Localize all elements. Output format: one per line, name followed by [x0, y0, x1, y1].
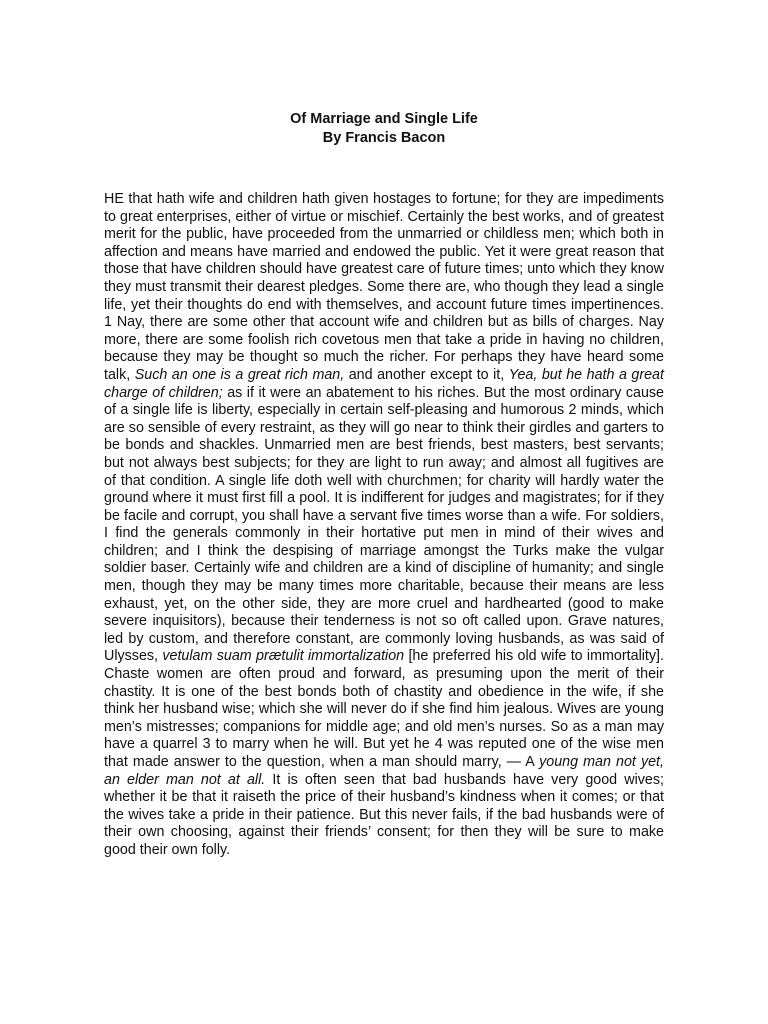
essay-italic-1: Such an one is a great rich man, — [134, 366, 345, 383]
title-block — [0, 110, 768, 148]
essay-italic-3: vetulam suam prætulit immortalization — [162, 648, 405, 665]
essay-paragraph — [104, 191, 664, 860]
document-title: Of Marriage and Single Life — [290, 111, 478, 127]
essay-text-2: and another except to it, — [344, 366, 509, 383]
document-author: By Francis Bacon — [322, 130, 446, 146]
essay-text-1: HE that hath wife and children hath given hostages to fortune; for they are impediments to great enterprises, either of virtue or mischief. Certainly the best works, and of greatest merit for the public, have proceeded from the unmarried or childless men; which both in affection and means have married and endowed the public. Yet it were great reason that those that have children should have greatest care of future times; unto which they know they must transmit their dearest pledges. Some there are, who though they lead a single life, yet their thoughts do end with themselves, and account future times impertinences. 1 Nay, there are some other that account wife and children but as bills of charges. Nay more, there are some foolish rich covetous men that take a pride in having no children, because they may be thought so much the richer. For perhaps they have heard some talk, — [104, 191, 664, 383]
essay-text-4: [he preferred his old wife to immortality]. Chaste women are often proud and forward, as presuming upon the merit of their chastity. It is one of the best bonds both of chastity and obedience in the wife, if she think her husband wise; which she will never do if she find him jealous. Wives are young men’s mistresses; companions for middle age; and old men’s nurses. So as a man may have a quarrel 3 to marry when he will. But yet he 4 was reputed one of the wise men that made answer to the question, when a man should marry, — A — [104, 648, 664, 770]
essay-text-3: as if it were an abatement to his riches. But the most ordinary cause of a single life is liberty, especially in certain self-pleasing and humorous 2 minds, which are so sensible of every restraint, as they will go near to think their girdles and garters to be bonds and shackles. Unmarried men are best friends, best masters, best servants; but not always best subjects; for they are light to run away; and almost all fugitives are of that condition. A single life doth well with churchmen; for charity will hardly water the ground where it must first fill a pool. It is indifferent for judges and magistrates; for if they be facile and corrupt, you shall have a servant five times worse than a wife. For soldiers, I find the generals commonly in their hortative put men in mind of their wives and children; and I think the despising of marriage amongst the Turks make the vulgar soldier baser. Certainly wife and children are a kind of discipline of humanity; and single men, though they may be many times more charitable, because their means are less exhaust, yet, on the other side, they are more cruel and hardhearted (good to make severe inquisitors), because their tenderness is not so oft called upon. Grave natures, led by custom, and therefore constant, are commonly loving husbands, as was said of Ulysses, — [104, 384, 664, 665]
essay-italic-4: young man not yet, an elder man not at all. — [104, 754, 664, 788]
essay-text-5: It is often seen that bad husbands have very good wives; whether it be that it raiseth the price of their husband’s kindness when it comes; or that the wives take a pride in their patience. But this never fails, if the bad husbands were of their own choosing, against their friends’ consent; for then they will be sure to make good their own folly. — [104, 771, 664, 858]
essay-italic-2: Yea, but he hath a great charge of children; — [104, 366, 664, 401]
